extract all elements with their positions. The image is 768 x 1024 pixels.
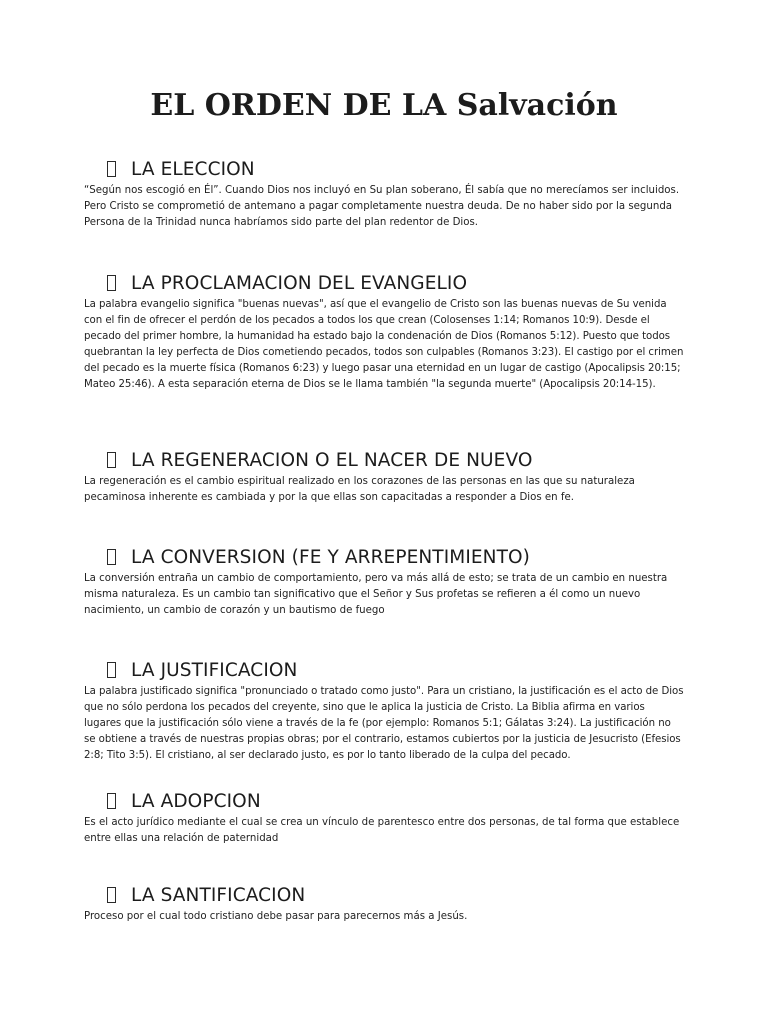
section-heading-text: LA CONVERSION (FE Y ARREPENTIMIENTO) <box>131 546 530 568</box>
section-regeneracion <box>84 447 684 506</box>
section-heading-text: LA REGENERACION O EL NACER DE NUEVO <box>131 449 533 471</box>
section-heading-text: LA PROCLAMACION DEL EVANGELIO <box>131 272 468 294</box>
section-heading <box>84 270 684 296</box>
section-heading-text: LA SANTIFICACION <box>131 884 306 906</box>
section-heading <box>84 544 684 570</box>
bullet-icon <box>107 275 116 291</box>
section-santificacion <box>84 882 684 925</box>
bullet-icon <box>107 793 116 809</box>
section-justificacion <box>84 657 684 764</box>
section-heading <box>84 788 684 814</box>
section-proclamacion <box>84 270 684 393</box>
section-heading <box>84 447 684 473</box>
bullet-icon <box>107 452 116 468</box>
section-heading <box>84 882 684 908</box>
section-heading <box>84 156 684 182</box>
bullet-icon <box>107 662 116 678</box>
section-eleccion <box>84 156 684 231</box>
section-body: La conversión entraña un cambio de comportamiento, pero va más allá de esto; se trata de un cambio en nuestra misma naturaleza. Es un cambio tan significativo que el Señor y Sus profetas se refieren a él como un nuevo nacimiento, un cambio de corazón y un bautismo de fuego <box>84 573 668 616</box>
document-title: EL ORDEN DE LA Salvación <box>150 88 618 123</box>
section-heading <box>84 657 684 683</box>
section-body: Proceso por el cual todo cristiano debe pasar para parecernos más a Jesús. <box>84 911 468 922</box>
bullet-icon <box>107 161 116 177</box>
section-body: La palabra evangelio significa "buenas nuevas", así que el evangelio de Cristo son las buenas nuevas de Su venida con el fin de ofrecer el perdón de los pecados a todos los que crean (Colosenses 1:14; Romanos 10:9). Desde el pecado del primer hombre, la humanidad ha estado bajo la condenación de Dios (Romanos 5:12). Puesto que todos quebrantan la ley perfecta de Dios cometiendo pecados, todos son culpables (Romanos 3:23). El castigo por el crimen del pecado es la muerte física (Romanos 6:23) y luego pasar una eternidad en un lugar de castigo (Apocalipsis 20:15; Mateo 25:46). A esta separación eterna de Dios se le llama también "la segunda muerte" (Apocalipsis 20:14-15). <box>84 299 684 390</box>
section-adopcion <box>84 788 684 847</box>
section-heading-text: LA JUSTIFICACION <box>131 659 298 681</box>
section-heading-text: LA ELECCION <box>131 158 255 180</box>
bullet-icon <box>107 887 116 903</box>
section-conversion <box>84 544 684 619</box>
section-body: Es el acto jurídico mediante el cual se crea un vínculo de parentesco entre dos personas, de tal forma que establece entre ellas una relación de paternidad <box>84 817 680 844</box>
section-body: “Según nos escogió en Él”. Cuando Dios nos incluyó en Su plan soberano, Él sabía que no merecíamos ser incluidos. Pero Cristo se comprometió de antemano a pagar completamente nuestra deuda. De no haber sido por la segunda Persona de la Trinidad nunca habríamos sido parte del plan redentor de Dios. <box>84 185 680 228</box>
section-heading-text: LA ADOPCION <box>131 790 261 812</box>
section-body: La palabra justificado significa "pronunciado o tratado como justo". Para un cristiano, la justificación es el acto de Dios que no sólo perdona los pecados del creyente, sino que le aplica la justicia de Cristo. La Biblia afirma en varios lugares que la justificación sólo viene a través de la fe (por ejemplo: Romanos 5:1; Gálatas 3:24). La justificación no se obtiene a través de nuestras propias obras; por el contrario, estamos cubiertos por la justicia de Jesucristo (Efesios 2:8; Tito 3:5). El cristiano, al ser declarado justo, es por lo tanto liberado de la culpa del pecado. <box>84 686 684 761</box>
bullet-icon <box>107 549 116 565</box>
section-body: La regeneración es el cambio espiritual realizado en los corazones de las personas en las que su naturaleza pecaminosa inherente es cambiada y por la que ellas son capacitadas a responder a Dios en fe. <box>84 476 635 503</box>
